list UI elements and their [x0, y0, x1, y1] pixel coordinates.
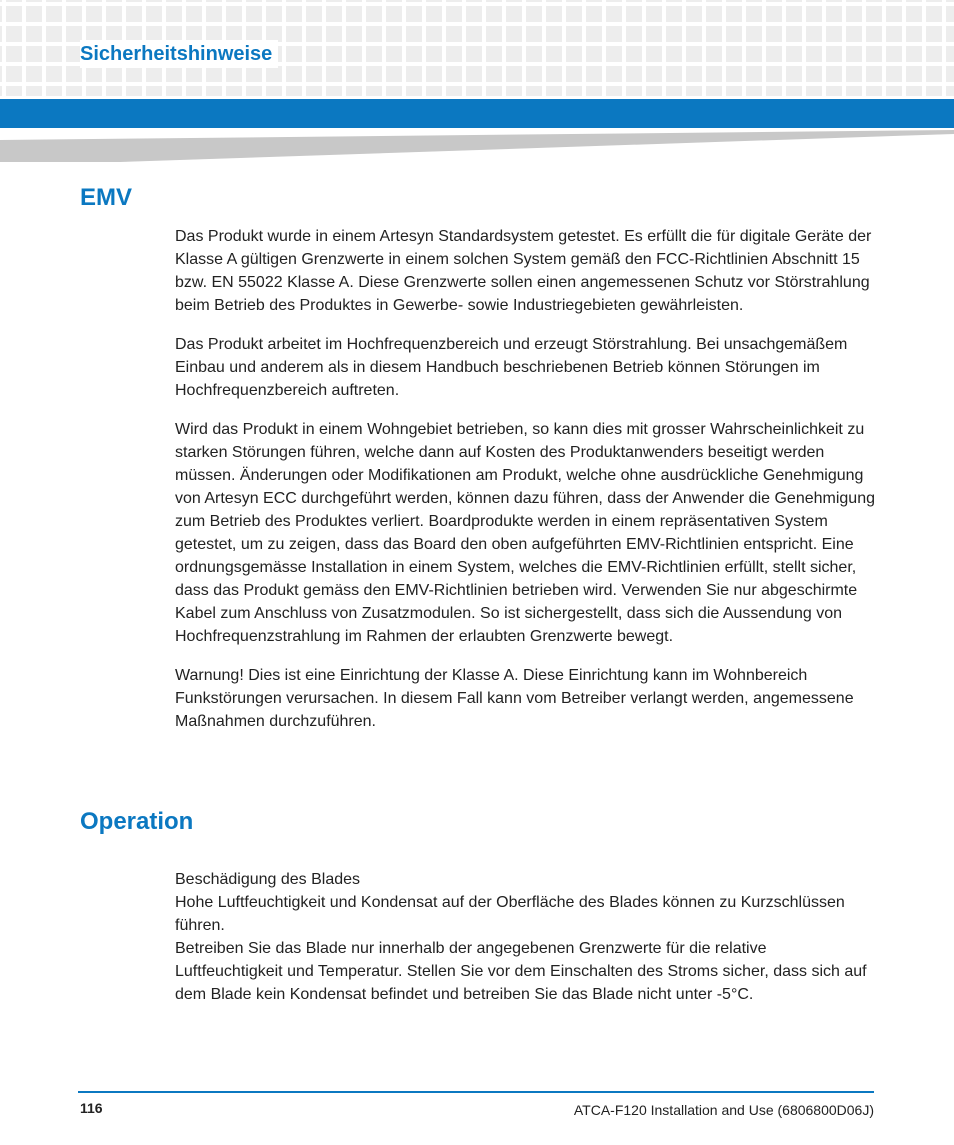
notice-cause: Hohe Luftfeuchtigkeit und Kondensat auf der Oberfläche des Blades können zu Kurzschlüssen führen. — [175, 894, 845, 934]
running-header-title: Sicherheitshinweise — [80, 40, 278, 68]
operation-notice — [175, 868, 875, 1006]
footer-rule — [78, 1091, 874, 1093]
page-number: 116 — [80, 1100, 103, 1116]
emv-paragraph-2: Das Produkt arbeitet im Hochfrequenzbereich und erzeugt Störstrahlung. Bei unsachgemäßem Einbau und anderem als in diesem Handbuch beschriebenen Betrieb können Störungen im Hochfrequenzbereich auftreten. — [175, 336, 848, 399]
emv-paragraph-3: Wird das Produkt in einem Wohngebiet betrieben, so kann dies mit grosser Wahrscheinlichkeit zu starken Störungen führen, welche dann auf Kosten des Produktanwenders beseitigt werden müssen. Änderungen oder Modifikationen am Produkt, welche ohne ausdrückliche Genehmigung von Artesyn ECC durchgeführt werden, können dazu führen, dass der Anwender die Genehmigung zum Betrieb des Produktes verliert. Boardprodukte werden in einem repräsentativen System getestet, um zu zeigen, dass das Board den oben aufgeführten EMV-Richtlinien entspricht. Eine ordnungsgemässe Installation in einem System, welches die EMV-Richtlinien erfüllt, stellt sicher, dass das Produkt gemäss den EMV-Richtlinien betrieben wird. Verwenden Sie nur abgeschirmte Kabel zum Anschluss von Zusatzmodulen. So ist sichergestellt, dass sich die Aussendung von Hochfrequenzstrahlung im Rahmen der erlaubten Grenzwerte bewegt. — [175, 421, 875, 645]
emv-paragraph-1: Das Produkt wurde in einem Artesyn Standardsystem getestet. Es erfüllt die für digitale Geräte der Klasse A gültigen Grenzwerte in einem solchen System gemäß den FCC-Richtlinien Abschnitt 15 bzw. EN 55022 Klasse A. Diese Grenzwerte sollen einen angemessenen Schutz vor Störstrahlung beim Betrieb des Produktes in Gewerbe- sowie Industriegebieten gewährleisten. — [175, 228, 872, 314]
header-gray-wedge — [0, 130, 954, 162]
document-id: ATCA-F120 Installation and Use (6806800D06J) — [573, 1102, 874, 1118]
section-heading-emv: EMV — [80, 184, 133, 211]
header-blue-bar — [0, 99, 954, 128]
notice-title: Beschädigung des Blades — [175, 871, 361, 888]
section-heading-operation: Operation — [80, 808, 194, 835]
notice-instruction: Betreiben Sie das Blade nur innerhalb der angegebenen Grenzwerte für die relative Luftfeuchtigkeit und Temperatur. Stellen Sie vor dem Einschalten des Stroms sicher, dass sich auf dem Blade kein Kondensat befindet und betreiben Sie das Blade nicht unter -5°C. — [175, 940, 867, 1003]
emv-paragraph-4: Warnung! Dies ist eine Einrichtung der Klasse A. Diese Einrichtung kann im Wohnbereich Funkstörungen verursachen. In diesem Fall kann vom Betreiber verlangt werden, angemessene Maßnahmen durchzuführen. — [175, 667, 854, 730]
emv-body — [175, 225, 875, 749]
